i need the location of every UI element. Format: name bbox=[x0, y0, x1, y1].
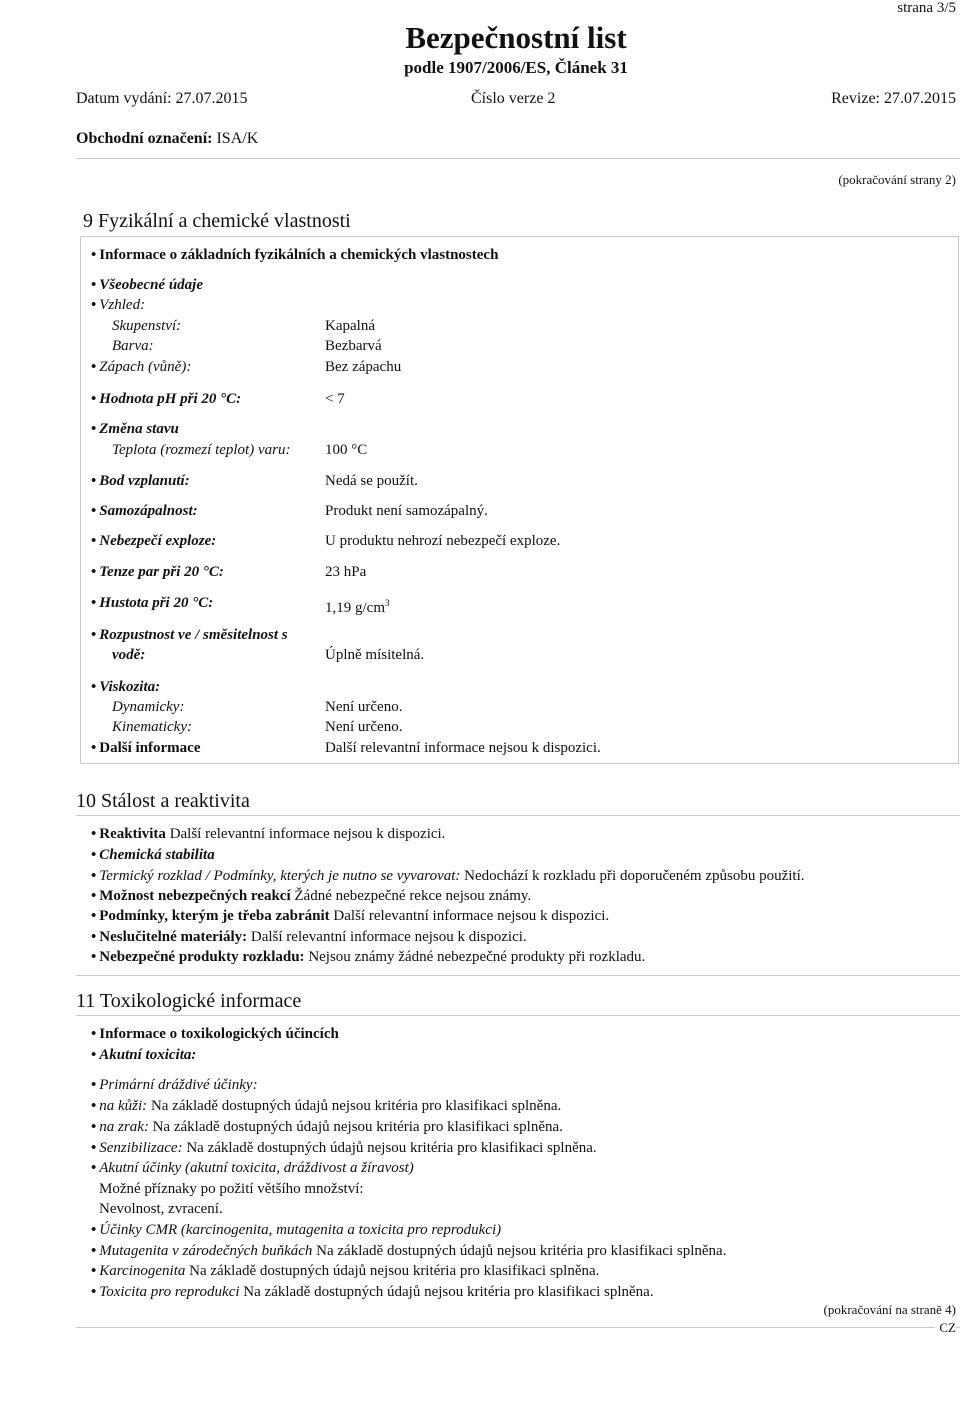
vapor-pressure-value: 23 hPa bbox=[325, 564, 367, 580]
version-number: Číslo verze 2 bbox=[471, 90, 556, 107]
sensitization-row bbox=[91, 1138, 597, 1158]
decomposition-products-value: Nejsou známy žádné nebezpečné produkty při rozkladu. bbox=[308, 949, 646, 965]
density-exponent: 3 bbox=[385, 598, 390, 608]
carcinogenicity-label: Karcinogenita bbox=[99, 1263, 186, 1279]
chemical-stability-label: • Chemická stabilita bbox=[91, 845, 215, 865]
flash-point-label: • Bod vzplanutí: bbox=[91, 471, 190, 491]
continued-from-note: (pokračování strany 2) bbox=[838, 172, 956, 187]
section-9-left-rule bbox=[80, 236, 81, 764]
reproductive-toxicity-value: Na základě dostupných údajů nejsou kritéria pro klasifikaci splněna. bbox=[243, 1284, 654, 1300]
reactivity-value: Další relevantní informace nejsou k dispozici. bbox=[169, 826, 446, 842]
reactivity-label: Reaktivita bbox=[99, 826, 166, 842]
section-10-rule bbox=[76, 815, 960, 816]
acute-effects-label: • Akutní účinky (akutní toxicita, dráždivost a žíravost) bbox=[91, 1158, 414, 1178]
section-10-bottom-rule bbox=[76, 975, 960, 976]
density-label: • Hustota při 20 °C: bbox=[91, 593, 213, 613]
header-divider bbox=[76, 158, 960, 159]
conditions-avoid-row bbox=[91, 906, 609, 926]
carcinogenicity-row bbox=[91, 1261, 599, 1281]
footer-divider bbox=[76, 1327, 960, 1328]
eye-label: na zrak: bbox=[99, 1119, 149, 1135]
section-9-right-rule bbox=[958, 236, 959, 764]
viscosity-label: • Viskozita: bbox=[91, 677, 160, 697]
incompatible-materials-label: Neslučitelné materiály: bbox=[99, 929, 248, 945]
solubility-value: Úplně mísitelná. bbox=[325, 647, 425, 663]
general-data-label: • Všeobecné údaje bbox=[91, 275, 203, 295]
reactivity-row bbox=[91, 824, 445, 844]
state-change-label: • Změna stavu bbox=[91, 419, 179, 439]
mutagenicity-row bbox=[91, 1241, 726, 1261]
hazardous-reactions-row bbox=[91, 886, 531, 906]
symptoms-line-1: Možné příznaky po požití většího množství: bbox=[99, 1181, 364, 1197]
decomposition-row bbox=[91, 866, 804, 886]
self-ignition-value: Produkt není samozápalný. bbox=[325, 503, 488, 519]
symptoms-line-2: Nevolnost, zvracení. bbox=[99, 1201, 223, 1217]
odor-label: • Zápach (vůně): bbox=[91, 357, 191, 377]
issue-date: Datum vydání: 27.07.2015 bbox=[76, 90, 248, 107]
kinematic-viscosity-label: Kinematicky: bbox=[112, 719, 192, 735]
incompatible-materials-row bbox=[91, 927, 527, 947]
reproductive-toxicity-label: Toxicita pro reprodukci bbox=[99, 1284, 240, 1300]
flash-point-value: Nedá se použít. bbox=[325, 473, 418, 489]
explosion-label: • Nebezpečí exploze: bbox=[91, 531, 216, 551]
skin-value: Na základě dostupných údajů nejsou kritéria pro klasifikaci splněna. bbox=[150, 1098, 562, 1114]
eye-row bbox=[91, 1117, 563, 1137]
language-code: CZ bbox=[935, 1318, 956, 1338]
conditions-avoid-value: Další relevantní informace nejsou k dispozici. bbox=[333, 908, 610, 924]
explosion-value: U produktu nehrozí nebezpečí exploze. bbox=[325, 533, 561, 549]
dynamic-viscosity-label: Dynamicky: bbox=[112, 699, 185, 715]
skin-row bbox=[91, 1096, 561, 1116]
trade-name-value: ISA/K bbox=[216, 130, 259, 147]
color-label: Barva: bbox=[112, 338, 154, 354]
page-number: strana 3/5 bbox=[897, 0, 956, 16]
toxicology-info-heading: • Informace o toxikologických účincích bbox=[91, 1024, 339, 1044]
cmr-effects-label: • Účinky CMR (karcinogenita, mutagenita a toxicita pro reprodukci) bbox=[91, 1220, 501, 1240]
state-value: Kapalná bbox=[325, 318, 375, 334]
basic-properties-heading: • Informace o základních fyzikálních a chemických vlastnostech bbox=[91, 245, 498, 265]
section-9-bottom-rule bbox=[80, 763, 958, 764]
eye-value: Na základě dostupných údajů nejsou kritéria pro klasifikaci splněna. bbox=[152, 1119, 563, 1135]
trade-name-label: Obchodní označení: bbox=[76, 130, 213, 147]
self-ignition-label: • Samozápalnost: bbox=[91, 501, 198, 521]
ph-value: < 7 bbox=[325, 391, 345, 407]
skin-label: na kůži: bbox=[99, 1098, 148, 1114]
carcinogenicity-value: Na základě dostupných údajů nejsou kritéria pro klasifikaci splněna. bbox=[189, 1263, 600, 1279]
hazardous-reactions-label: Možnost nebezpečných reakcí bbox=[99, 888, 291, 904]
decomposition-products-label: Nebezpečné produkty rozkladu: bbox=[99, 949, 305, 965]
document-subtitle: podle 1907/2006/ES, Článek 31 bbox=[404, 58, 628, 77]
decomposition-products-row bbox=[91, 947, 645, 967]
primary-irritation-label: • Primární dráždivé účinky: bbox=[91, 1075, 258, 1095]
state-label: Skupenství: bbox=[112, 318, 182, 334]
ph-label: • Hodnota pH při 20 °C: bbox=[91, 389, 241, 409]
document-title: Bezpečnostní list bbox=[405, 20, 627, 55]
decomposition-value: Nedochází k rozkladu při doporučeném způsobu použití. bbox=[464, 868, 805, 884]
boiling-value: 100 °C bbox=[325, 442, 368, 458]
continued-to-note: (pokračování na straně 4) bbox=[823, 1302, 956, 1317]
solubility-label-line-1: • Rozpustnost ve / směsitelnost s bbox=[91, 625, 288, 645]
boiling-label: Teplota (rozmezí teplot) varu: bbox=[112, 442, 291, 458]
sensitization-label: Senzibilizace: bbox=[99, 1140, 183, 1156]
conditions-avoid-label: Podmínky, kterým je třeba zabránit bbox=[99, 908, 330, 924]
acute-toxicity-label: • Akutní toxicita: bbox=[91, 1045, 196, 1065]
section-9-top-rule bbox=[80, 236, 958, 237]
sensitization-value: Na základě dostupných údajů nejsou kritéria pro klasifikaci splněna. bbox=[186, 1140, 597, 1156]
decomposition-label: Termický rozklad / Podmínky, kterých je nutno se vyvarovat: bbox=[99, 868, 461, 884]
hazardous-reactions-value: Žádné nebezpečné rekce nejsou známy. bbox=[294, 888, 532, 904]
section-10-heading: 10 Stálost a reaktivita bbox=[76, 790, 250, 812]
kinematic-viscosity-value: Není určeno. bbox=[325, 719, 403, 735]
appearance-label: • Vzhled: bbox=[91, 295, 145, 315]
density-value bbox=[325, 593, 390, 618]
trade-name bbox=[76, 129, 258, 149]
mutagenicity-value: Na základě dostupných údajů nejsou kritéria pro klasifikaci splněna. bbox=[316, 1243, 727, 1259]
color-value: Bezbarvá bbox=[325, 338, 382, 354]
section-11-rule bbox=[76, 1015, 960, 1016]
revision-date: Revize: 27.07.2015 bbox=[831, 90, 956, 107]
section-11-heading: 11 Toxikologické informace bbox=[76, 990, 302, 1012]
vapor-pressure-label: • Tenze par při 20 °C: bbox=[91, 562, 224, 582]
solubility-label-line-2: vodě: bbox=[112, 647, 146, 663]
other-info-label: • Další informace bbox=[91, 738, 201, 758]
reproductive-toxicity-row bbox=[91, 1282, 654, 1302]
odor-value: Bez zápachu bbox=[325, 359, 402, 375]
density-number: 1,19 g/cm bbox=[325, 600, 385, 616]
section-9-heading: 9 Fyzikální a chemické vlastnosti bbox=[83, 210, 351, 232]
other-info-value: Další relevantní informace nejsou k dispozici. bbox=[325, 740, 601, 756]
incompatible-materials-value: Další relevantní informace nejsou k dispozici. bbox=[250, 929, 527, 945]
dynamic-viscosity-value: Není určeno. bbox=[325, 699, 403, 715]
mutagenicity-label: Mutagenita v zárodečných buňkách bbox=[99, 1243, 313, 1259]
